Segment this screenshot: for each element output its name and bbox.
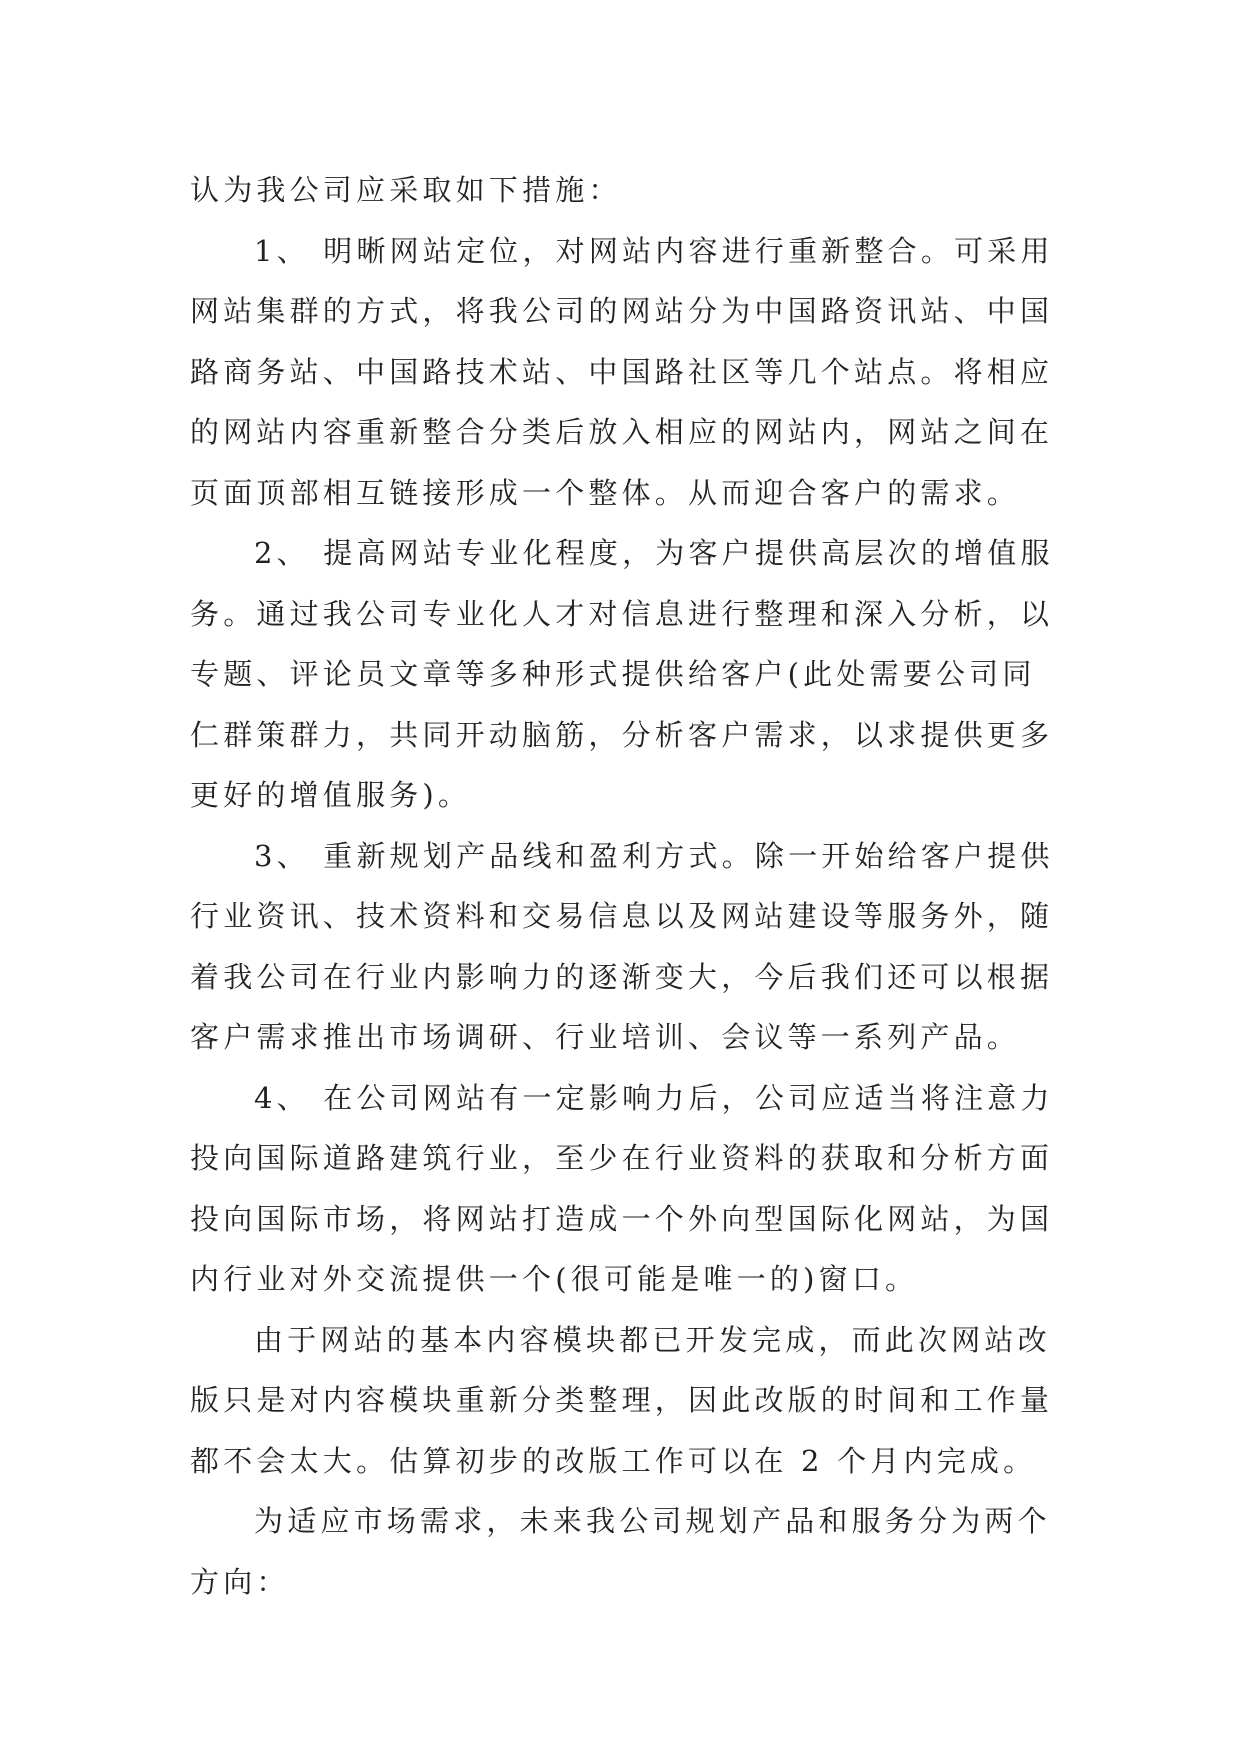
text-line: 页面顶部相互链接形成一个整体。从而迎合客户的需求。 (190, 475, 1021, 510)
text-line: 仁群策群力，共同开动脑筋，分析客户需求，以求提供更多 (190, 717, 1054, 752)
list-item-1-line: 1、 明晰网站定位，对网站内容进行重新整合。可采用 (254, 233, 1054, 268)
text-line: 着我公司在行业内影响力的逐渐变大，今后我们还可以根据 (190, 959, 1054, 994)
paragraph-line: 为适应市场需求，未来我公司规划产品和服务分为两个 (254, 1504, 1051, 1538)
text-line: 方向： (190, 1564, 290, 1599)
text-line: 专题、评论员文章等多种形式提供给客户(此处需要公司同 (190, 657, 1036, 691)
text-line: 认为我公司应采取如下措施： (190, 173, 622, 207)
text-line: 投向国际道路建筑行业，至少在行业资料的获取和分析方面 (190, 1141, 1054, 1175)
document-body (190, 160, 1054, 1612)
list-item-2-line: 2、 提高网站专业化程度，为客户提供高层次的增值服 (254, 536, 1054, 570)
text-line: 版只是对内容模块重新分类整理，因此改版的时间和工作量 (190, 1383, 1054, 1417)
text-line: 路商务站、中国路技术站、中国路社区等几个站点。将相应 (190, 354, 1054, 389)
list-item-3-line: 3、 重新规划产品线和盈利方式。除一开始给客户提供 (254, 838, 1054, 873)
text-line: 行业资讯、技术资料和交易信息以及网站建设等服务外，随 (190, 899, 1054, 933)
paragraph-line: 由于网站的基本内容模块都已开发完成，而此次网站改 (254, 1322, 1051, 1357)
text-line: 投向国际市场，将网站打造成一个外向型国际化网站，为国 (190, 1201, 1054, 1236)
text-line: 都不会太大。估算初步的改版工作可以在 2 个月内完成。 (190, 1443, 1037, 1478)
text-line: 内行业对外交流提供一个(很可能是唯一的)窗口。 (190, 1262, 919, 1296)
text-line: 网站集群的方式，将我公司的网站分为中国路资讯站、中国 (190, 294, 1054, 328)
text-line: 务。通过我公司专业化人才对信息进行整理和深入分析，以 (190, 596, 1054, 631)
text-line: 的网站内容重新整合分类后放入相应的网站内，网站之间在 (190, 415, 1054, 449)
text-line: 更好的增值服务)。 (190, 778, 472, 812)
text-line: 客户需求推出市场调研、行业培训、会议等一系列产品。 (190, 1020, 1021, 1054)
list-item-4-line: 4、 在公司网站有一定影响力后，公司应适当将注意力 (254, 1080, 1054, 1115)
